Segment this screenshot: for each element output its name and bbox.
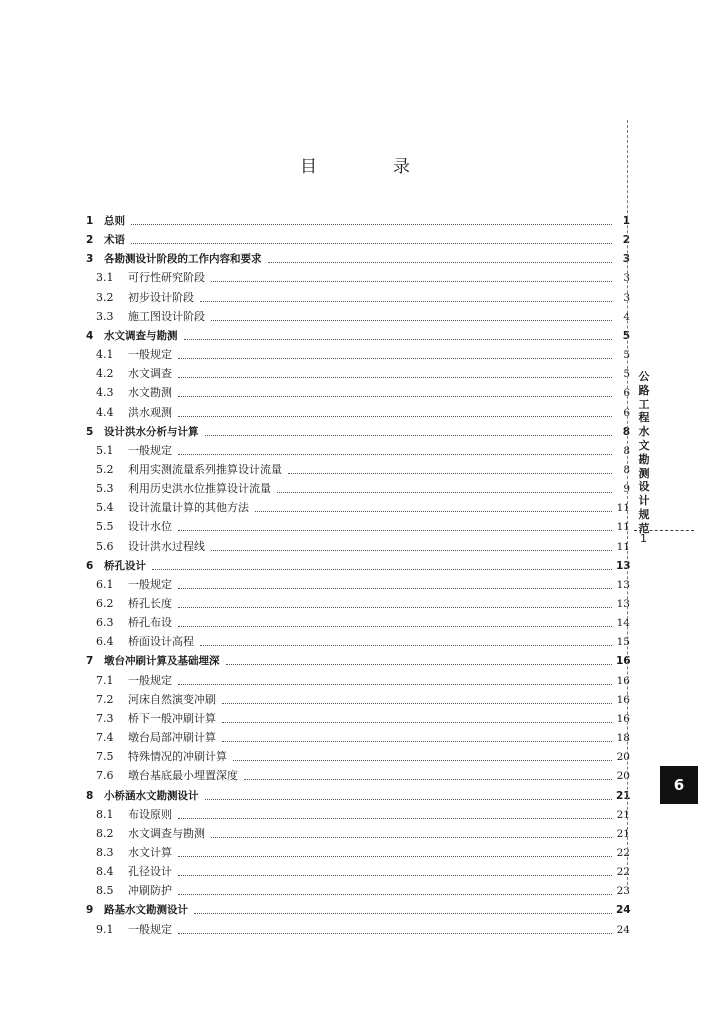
toc-entry-page: 8 [623,463,630,476]
toc-entry-page: 20 [616,751,630,764]
toc-entry-number: 5.3 [96,482,114,496]
toc-entry-number: 4.1 [96,348,114,362]
toc-entry-number: 5.4 [96,501,114,515]
toc-entry-page: 5 [622,329,630,342]
toc-entry-label: 桥孔长度 [128,597,172,610]
toc-entry-page: 15 [616,636,630,649]
toc-section-entry [86,516,630,534]
toc-entry-label: 初步设计阶段 [128,290,194,304]
toc-leader-dots [178,894,612,895]
toc-section-entry [86,689,630,707]
toc-entry-number: 6.4 [96,635,114,649]
toc-entry-number: 6.2 [96,597,114,610]
toc-leader-dots [205,435,613,436]
toc-leader-dots [178,856,612,857]
toc-entry-number: 8 [86,789,94,802]
toc-entry-page: 2 [622,234,630,247]
toc-entry-number: 6.1 [96,577,114,591]
toc-entry-number: 6.3 [96,616,114,630]
chapter-tab: 6 [660,766,698,804]
toc-entry-page: 4 [623,310,630,323]
toc-leader-dots [200,301,612,302]
toc-section-entry [86,612,630,630]
toc-entry-label: 设计流量计算的其他方法 [128,501,249,515]
toc-section-entry [86,344,630,362]
toc-entry-label: 墩台基底最小埋置深度 [128,769,238,783]
toc-entry-number: 7.4 [96,731,114,745]
toc-entry-number: 1 [86,215,94,227]
toc-entry-label: 孔径设计 [128,865,172,879]
toc-entry-label: 可行性研究阶段 [128,271,205,285]
toc-entry-page: 22 [616,866,630,879]
toc-entry-number: 8.1 [96,807,114,821]
toc-entry-page: 24 [616,923,630,936]
toc-entry-number: 4.2 [96,367,114,381]
toc-section-entry [86,842,630,860]
toc-entry-number: 4.3 [96,386,114,400]
toc-entry-number: 7.3 [96,711,114,725]
toc-entry-page: 8 [623,444,630,457]
toc-leader-dots [194,913,612,914]
toc-entry-label: 桥孔设计 [104,559,146,572]
toc-entry-label: 冲刷防护 [128,884,172,898]
toc-entry-page: 21 [616,789,631,802]
toc-leader-dots [211,837,612,838]
toc-chapter-entry [86,555,630,573]
toc-section-entry [86,287,630,305]
toc-entry-page: 11 [616,502,630,515]
toc-leader-dots [233,760,612,761]
toc-entry-label: 利用历史洪水位推算设计流量 [128,482,271,496]
toc-entry-number: 7 [86,655,94,668]
toc-section-entry [86,708,630,726]
toc-chapter-entry [86,650,630,668]
toc-leader-dots [178,358,612,359]
toc-section-entry [86,804,630,822]
toc-entry-page: 6 [623,387,630,400]
toc-leader-dots [178,818,612,819]
toc-leader-dots [268,262,613,263]
toc-entry-number: 3.1 [96,271,114,285]
toc-entry-label: 水文勘测 [128,386,172,400]
title-char-1: 目 [300,157,317,177]
toc-entry-page: 16 [616,693,630,706]
toc-entry-label: 一般规定 [128,577,172,591]
toc-leader-dots [178,396,612,397]
toc-leader-dots [178,933,612,934]
toc-chapter-entry [86,421,630,439]
toc-entry-label: 墩台局部冲刷计算 [128,731,216,745]
toc-entry-label: 水文调查 [128,367,172,381]
toc-entry-number: 5.2 [96,462,114,476]
toc-entry-number: 8.5 [96,884,114,898]
toc-leader-dots [205,799,613,800]
toc-leader-dots [211,281,612,282]
toc-section-entry [86,382,630,400]
toc-section-entry [86,536,630,554]
toc-entry-label: 水文调查与勘测 [104,329,178,342]
toc-entry-page: 21 [616,808,630,821]
toc-section-entry [86,919,630,937]
toc-entry-page: 9 [623,483,630,496]
toc-entry-number: 7.5 [96,750,114,764]
side-book-title: 公路工程水文勘测设计规范 [638,370,650,535]
toc-section-entry [86,478,630,496]
toc-entry-number: 7.2 [96,692,114,706]
toc-section-entry [86,267,630,285]
toc-leader-dots [226,664,613,665]
toc-section-entry [86,440,630,458]
toc-entry-page: 6 [623,406,630,419]
toc-entry-number: 5.6 [96,539,114,553]
toc-entry-label: 桥下一般冲刷计算 [128,711,216,725]
toc-entry-page: 3 [623,272,630,285]
toc-title [300,152,410,177]
toc-entry-page: 24 [616,904,631,917]
toc-entry-number: 9.1 [96,922,114,936]
toc-leader-dots [184,339,613,340]
toc-entry-label: 洪水观测 [128,405,172,419]
toc-section-entry [86,402,630,420]
toc-leader-dots [178,684,612,685]
toc-section-entry [86,574,630,592]
toc-leader-dots [288,473,612,474]
toc-entry-page: 13 [616,559,631,572]
toc-leader-dots [178,454,612,455]
toc-entry-number: 2 [86,234,94,247]
toc-entry-label: 布设原则 [128,807,172,821]
toc-chapter-entry [86,785,630,803]
toc-leader-dots [178,626,612,627]
toc-section-entry [86,823,630,841]
toc-entry-page: 18 [616,732,630,745]
toc-entry-page: 16 [616,712,630,725]
toc-leader-dots [178,588,612,589]
toc-entry-page: 5 [623,349,630,362]
toc-entry-label: 设计洪水过程线 [128,539,205,553]
toc-entry-label: 术语 [104,234,125,247]
toc-leader-dots [211,550,612,551]
toc-entry-page: 13 [616,578,630,591]
toc-section-entry [86,306,630,324]
toc-section-entry [86,631,630,649]
toc-entry-label: 利用实测流量系列推算设计流量 [128,462,282,476]
toc-chapter-entry [86,899,630,917]
toc-entry-label: 各勘测设计阶段的工作内容和要求 [104,253,262,266]
toc-chapter-entry [86,229,630,247]
toc-section-entry [86,497,630,515]
toc-entry-label: 特殊情况的冲刷计算 [128,750,227,764]
toc-entry-page: 21 [616,827,630,840]
toc-entry-label: 水文调查与勘测 [128,826,205,840]
toc-entry-page: 14 [616,617,630,630]
toc-section-entry [86,746,630,764]
toc-entry-number: 7.1 [96,673,114,687]
toc-entry-label: 施工图设计阶段 [128,309,205,323]
toc-entry-page: 16 [616,674,630,687]
toc-section-entry [86,363,630,381]
toc-entry-page: 11 [616,521,630,534]
toc-entry-number: 8.2 [96,826,114,840]
toc-entry-number: 8.4 [96,865,114,879]
toc-entry-number: 3.3 [96,309,114,323]
toc-entry-page: 3 [622,253,630,266]
toc-entry-number: 3 [86,253,94,266]
toc-entry-label: 设计洪水分析与计算 [104,425,199,438]
toc-entry-label: 桥孔布设 [128,616,172,630]
toc-leader-dots [178,416,612,417]
side-page-number: 1 [640,532,647,545]
toc-entry-label: 河床自然演变冲刷 [128,692,216,706]
toc-entry-number: 5 [86,425,94,438]
toc-leader-dots [178,875,612,876]
toc-entry-number: 4 [86,329,94,342]
toc-entry-page: 8 [622,425,630,438]
toc-leader-dots [131,224,612,225]
toc-entry-number: 4.4 [96,405,114,419]
toc-leader-dots [211,320,612,321]
toc-leader-dots [152,569,612,570]
toc-entry-number: 5.5 [96,520,114,534]
toc-entry-page: 16 [616,655,631,668]
toc-section-entry [86,593,630,611]
toc-leader-dots [200,645,612,646]
toc-entry-label: 一般规定 [128,348,172,362]
toc-leader-dots [131,243,612,244]
toc-entry-label: 水文计算 [128,845,172,859]
toc-chapter-entry [86,248,630,266]
toc-entry-page: 22 [616,846,630,859]
toc-entry-page: 13 [616,598,630,610]
toc-entry-page: 5 [623,368,630,381]
toc-leader-dots [222,722,612,723]
toc-leader-dots [255,511,612,512]
toc-entry-number: 6 [86,559,94,572]
toc-section-entry [86,459,630,477]
toc-leader-dots [222,741,612,742]
toc-leader-dots [178,607,612,608]
toc-section-entry [86,765,630,783]
toc-entry-number: 9 [86,904,94,917]
toc-entry-number: 5.1 [96,443,114,457]
toc-entry-page: 11 [616,540,630,553]
toc-entry-number: 3.2 [96,290,114,304]
toc-entry-page: 3 [623,291,630,304]
toc-entry-label: 路基水文勘测设计 [104,904,188,917]
toc-entry-label: 一般规定 [128,922,172,936]
toc-leader-dots [178,530,612,531]
toc-leader-dots [244,779,612,780]
toc-entry-label: 墩台冲刷计算及基础埋深 [104,655,220,668]
toc-entry-label: 一般规定 [128,443,172,457]
toc-entry-label: 总则 [104,215,125,227]
toc-section-entry [86,727,630,745]
title-char-2: 录 [393,157,410,177]
toc-entry-label: 桥面设计高程 [128,635,194,649]
toc-entry-number: 7.6 [96,769,114,783]
toc-entry-number: 8.3 [96,845,114,859]
toc-leader-dots [222,703,612,704]
toc-section-entry [86,861,630,879]
side-divider [634,530,694,531]
toc-entry-page: 1 [622,215,630,227]
toc-leader-dots [178,377,612,378]
toc-chapter-entry [86,210,630,228]
toc-entry-label: 一般规定 [128,673,172,687]
binding-edge [627,120,630,890]
toc-entry-page: 23 [616,885,630,898]
toc-section-entry [86,670,630,688]
toc-entry-label: 小桥涵水文勘测设计 [104,789,199,802]
toc-leader-dots [277,492,612,493]
toc-chapter-entry [86,325,630,343]
toc-section-entry [86,880,630,898]
toc-entry-page: 20 [616,770,630,783]
toc-entry-label: 设计水位 [128,520,172,534]
